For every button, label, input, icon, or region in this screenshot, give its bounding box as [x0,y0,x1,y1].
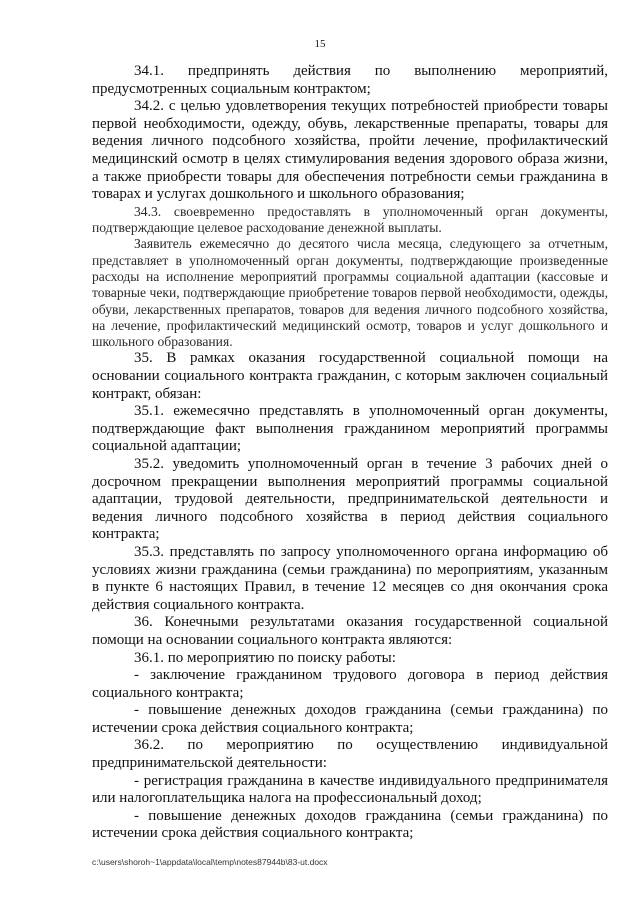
paragraph-34-3: 34.3. своевременно предоставлять в уполномоченный орган документы, подтверждающие целевое расходование денежной выплаты. [92,203,608,236]
paragraph-36-1: 36.1. по мероприятию по поиску работы: [134,649,396,666]
paragraph-34-1: 34.1. предпринять действия по выполнению мероприятий, предусмотренных социальным контрактом; [92,63,608,97]
footer-file-path: c:\users\shoroh~1\appdata\local\temp\notes87944b\83-ut.docx [92,857,328,867]
paragraph-34-2: 34.2. с целью удовлетворения текущих потребностей приобрести товары первой необходимости, одежду, обувь, лекарственные препараты, товары для ведения личного подсобного хозяйства, пройти лечение, профилактический медицинский осмотр в целях стимулирования ведения здорового образа жизни, а также приобрести товары для обеспечения потребности семьи гражданина в товарах и услугах дошкольного и школьного образования; [92,98,608,203]
paragraph-36-1-item-1: - заключение гражданином трудового договора в период действия социального контракта; [92,667,608,701]
paragraph-35-2: 35.2. уведомить уполномоченный орган в течение 3 рабочих дней о досрочном прекращении выполнения мероприятий программы социальной адаптации, трудовой деятельности, предпринимательской деятельности и ведения личного подсобного хозяйства в период действия социального контракта; [92,455,608,543]
paragraph-36-2: 36.2. по мероприятию по осуществлению индивидуальной предпринимательской деятельности: [92,737,608,772]
paragraph-36-1-item-2: - повышение денежных доходов гражданина (семьи гражданина) по истечении срока действия социального контракта; [92,702,608,736]
page-number: 15 [314,38,326,50]
paragraph-36: 36. Конечными результатами оказания государственной социальной помощи на основании социального контракта являются: [92,614,608,648]
paragraph-35-3: 35.3. представлять по запросу уполномоченного органа информацию об условиях жизни гражданина (семьи гражданина) по мероприятиям, указанным в пункте 6 настоящих Правил, в течение 12 месяцев со дня окончания срока действия социального контракта. [92,543,608,613]
paragraph-applicant-reporting: Заявитель ежемесячно до десятого числа месяца, следующего за отчетным, представляет в уполномоченный орган документы, подтверждающие произведенные расходы на исполнение мероприятий программы социальной адаптации (кассовые и товарные чеки, подтверждающие приобретение товаров первой необходимости, одежды, обуви, лекарственных препаратов, товаров для ведения личного подсобного хозяйства, на лечение, профилактический медицинский осмотр, товаров и услуг дошкольного и школьного образования. [92,236,608,350]
paragraph-36-2-item-1: - регистрация гражданина в качестве индивидуального предпринимателя или налогоплательщика налога на профессиональный доход; [92,772,608,807]
paragraph-36-2-item-2: - повышение денежных доходов гражданина (семьи гражданина) по истечении срока действия социального контракта; [92,807,608,842]
document-body [92,63,608,843]
paragraph-35: 35. В рамках оказания государственной социальной помощи на основании социального контракта гражданин, с которым заключен социальный контракт, обязан: [92,350,608,402]
paragraph-35-1: 35.1. ежемесячно представлять в уполномоченный орган документы, подтверждающие факт выполнения гражданином мероприятий программы социальной адаптации; [92,403,608,455]
